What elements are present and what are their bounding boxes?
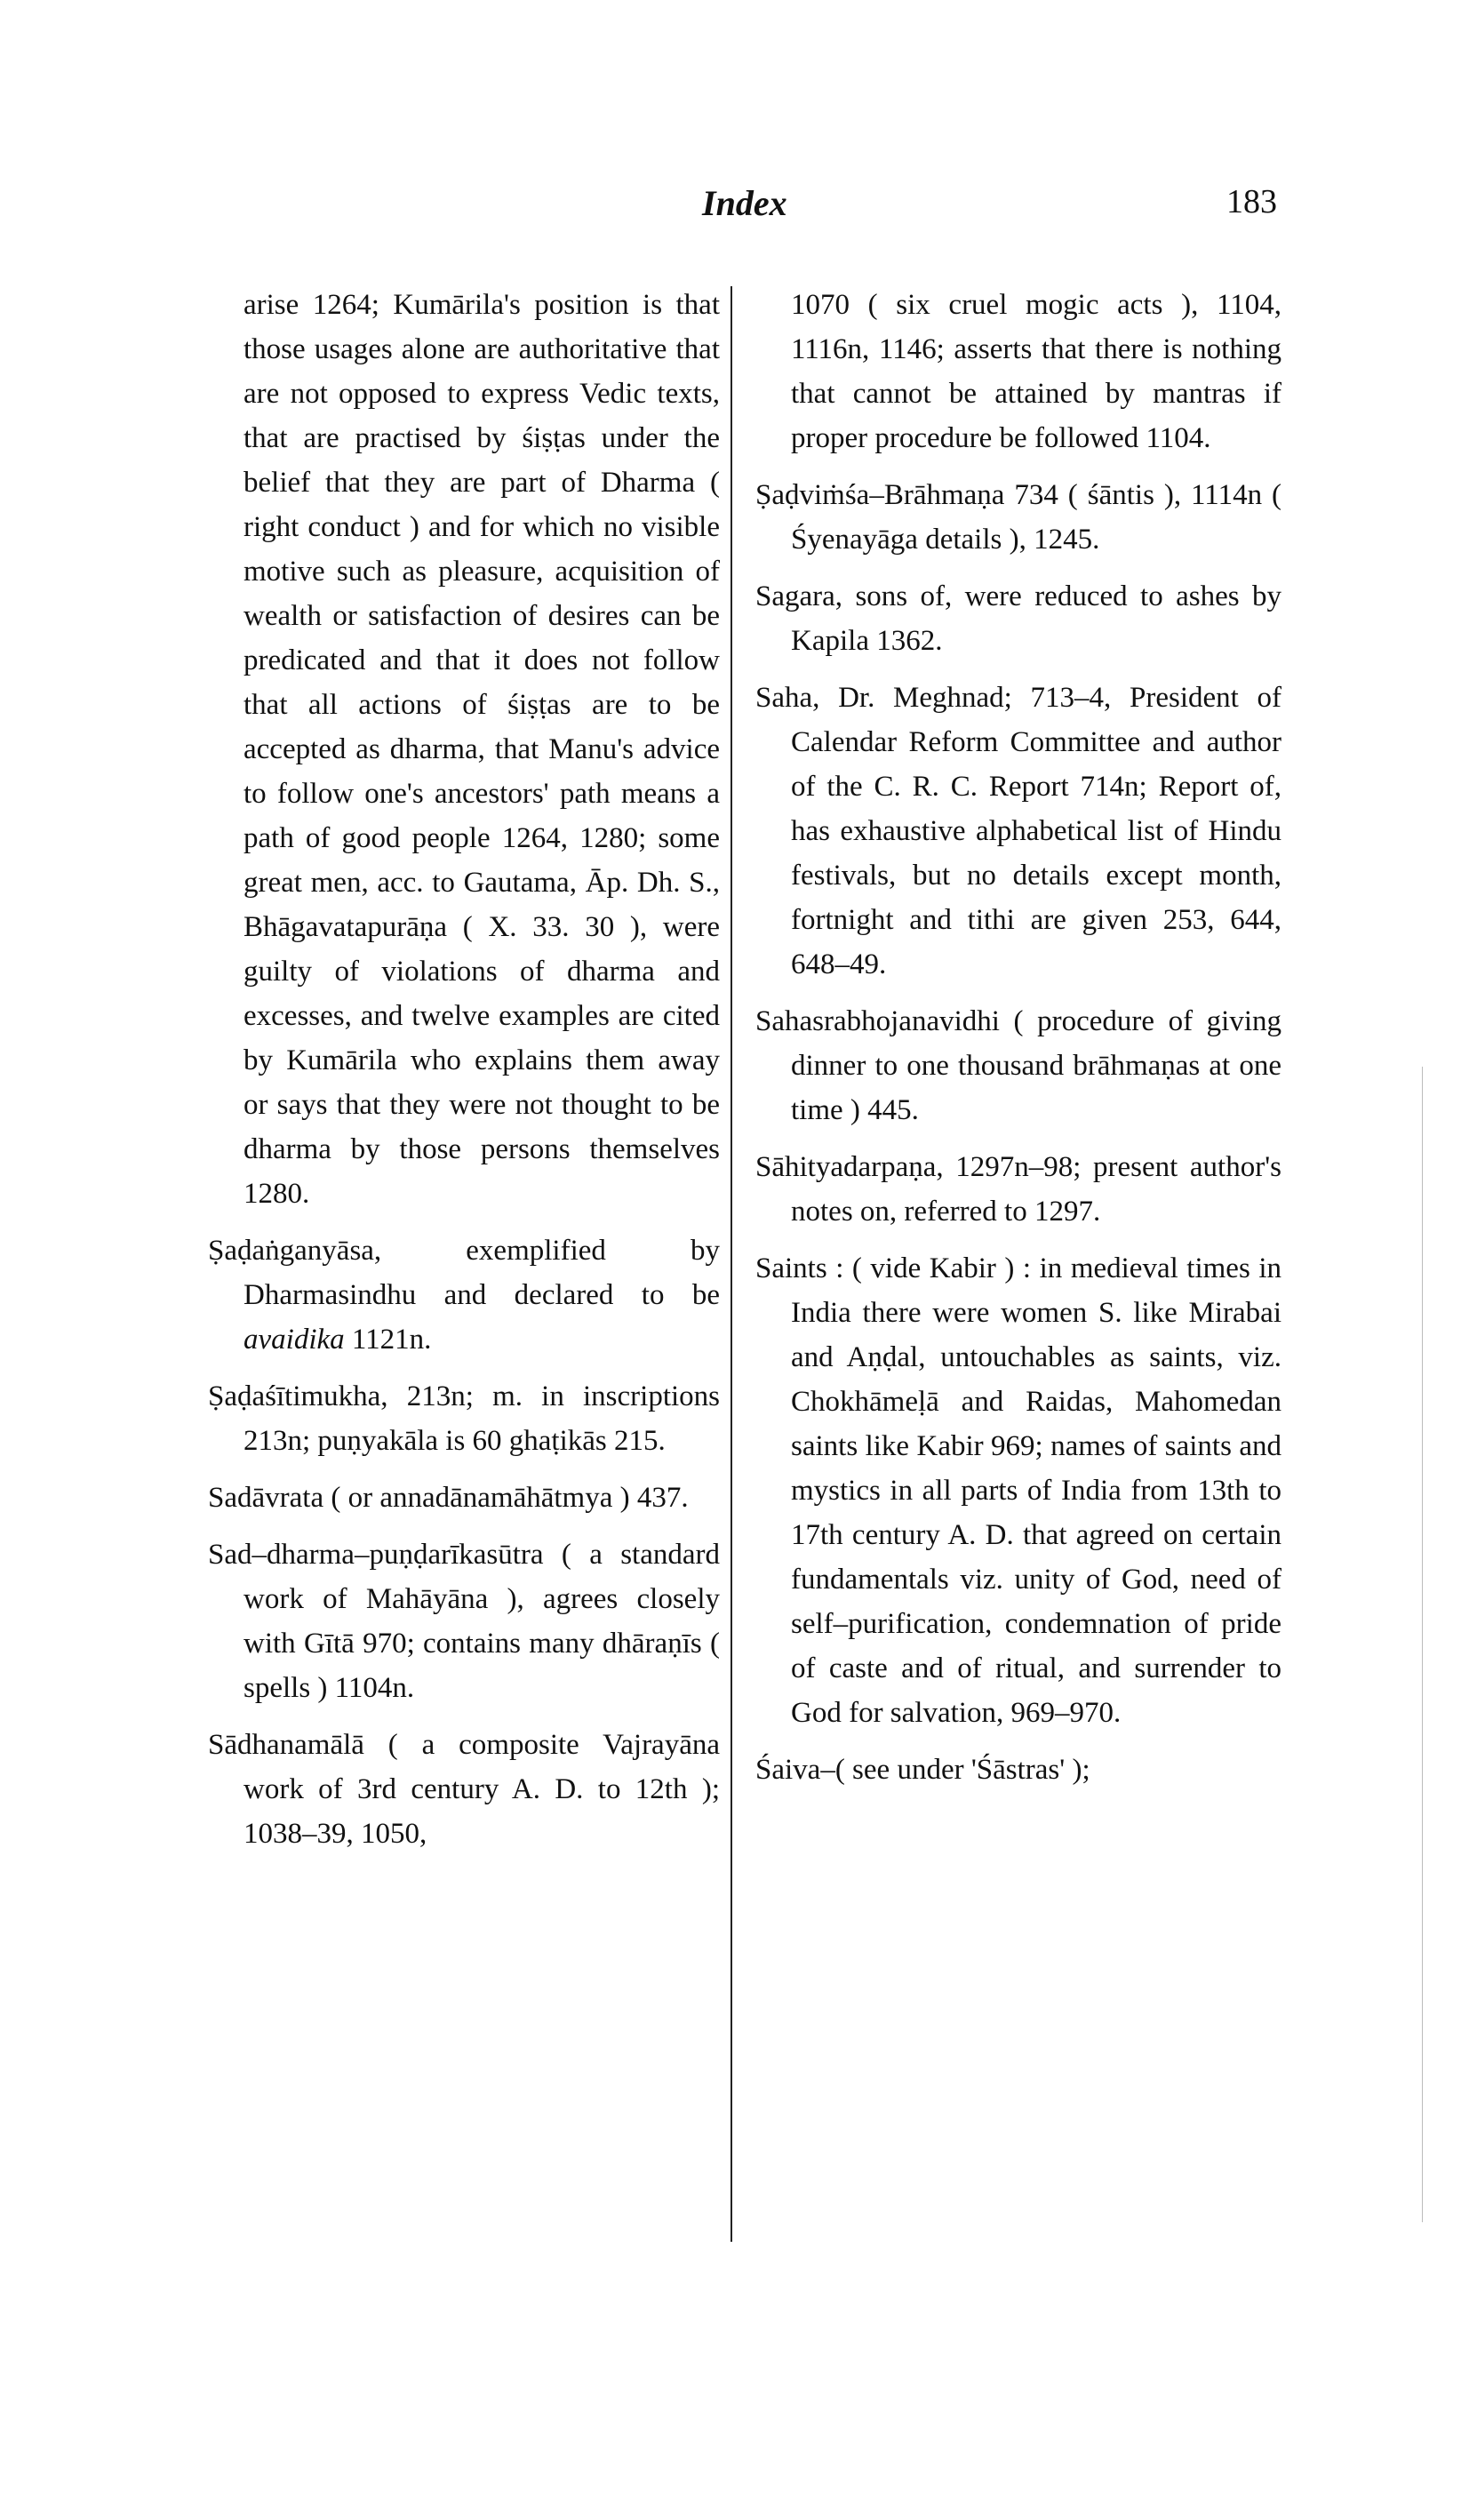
page-number: 183 <box>1226 183 1277 220</box>
index-entry: Sādhanamālā ( a composite Vajrayāna work of 3rd century A. D. to 12th ); 1038–39, 1050, <box>208 1729 720 1850</box>
index-entry: Saha, Dr. Meghnad; 713–4, President of Calendar Reform Committee and author of the C. R. C. Report 714n; Report of, has exhaustive alphabetical list of Hindu festivals, but no details except month, fortnight and tithi are given 253, 644, 648–49. <box>755 682 1281 980</box>
index-entry-continuation: 1070 ( six cruel mogic acts ), 1104, 1116n, 1146; asserts that there is nothing that cannot be attained by mantras if proper procedure be followed 1104. <box>791 289 1281 454</box>
index-entry: Sāhityadarpaṇa, 1297n–98; present author's notes on, referred to 1297. <box>755 1151 1281 1228</box>
index-entry: Saints : ( vide Kabir ) : in medieval times in India there were women S. like Mirabai and Aṇḍal, untouchables as saints, viz. Chokhāmeḷā and Raidas, Mahomedan saints like Kabir 969; names of saints and mystics in all parts of India from 13th to 17th century A. D. that agreed on certain fundamentals viz. unity of God, need of self–purification, condemnation of pride of caste and of ritual, and surrender to God for salvation, 969–970. <box>755 1252 1281 1729</box>
index-column-left <box>208 283 720 1868</box>
page-edge-mark <box>1422 1067 1423 2222</box>
index-entry: Sad–dharma–puṇḍarīkasūtra ( a standard work of Mahāyāna ), agrees closely with Gītā 970; contains many dhāraṇīs ( spells ) 1104n. <box>208 1539 720 1704</box>
running-header-title: Index <box>702 183 787 223</box>
index-entry: Sagara, sons of, were reduced to ashes by Kapila 1362. <box>755 580 1281 657</box>
entry-text: 1121n. <box>344 1324 432 1356</box>
index-entry: Ṣaḍaśītimukha, 213n; m. in inscriptions 213n; puṇyakāla is 60 ghaṭikās 215. <box>208 1380 720 1457</box>
index-entry <box>208 1228 720 1362</box>
index-entry-continuation: arise 1264; Kumārila's position is that those usages alone are authoritative that are not opposed to express Vedic texts, that are practised by śiṣṭas under the belief that they are part of Dharma ( right conduct ) and for which no visible motive such as pleasure, acquisition of wealth or satisfaction of desires can be predicated and that it does not follow that all actions of śiṣṭas are to be accepted as dharma, that Manu's advice to follow one's ancestors' path means a path of good people 1264, 1280; some great men, acc. to Gautama, Āp. Dh. S., Bhāgavatapurāṇa ( X. 33. 30 ), were guilty of violations of dharma and excesses, and twelve examples are cited by Kumārila who explains them away or says that they were not thought to be dharma by those persons themselves 1280. <box>244 289 720 1210</box>
index-entry: Sadāvrata ( or annadānamāhātmya ) 437. <box>208 1482 689 1514</box>
index-entry: Śaiva–( see under 'Śāstras' ); <box>755 1754 1090 1786</box>
index-entry: Sahasrabhojanavidhi ( procedure of giving dinner to one thousand brāhmaṇas at one time ) 445. <box>755 1005 1281 1126</box>
column-divider <box>731 286 732 2242</box>
entry-italic-term: avaidika <box>244 1324 345 1356</box>
entry-text: Ṣaḍaṅganyāsa, exemplified by Dharmasindhu and declared to be <box>208 1235 720 1311</box>
index-entry: Ṣaḍviṁśa–Brāhmaṇa 734 ( śāntis ), 1114n ( Śyenayāga details ), 1245. <box>755 479 1281 556</box>
index-column-right <box>755 283 1281 1804</box>
